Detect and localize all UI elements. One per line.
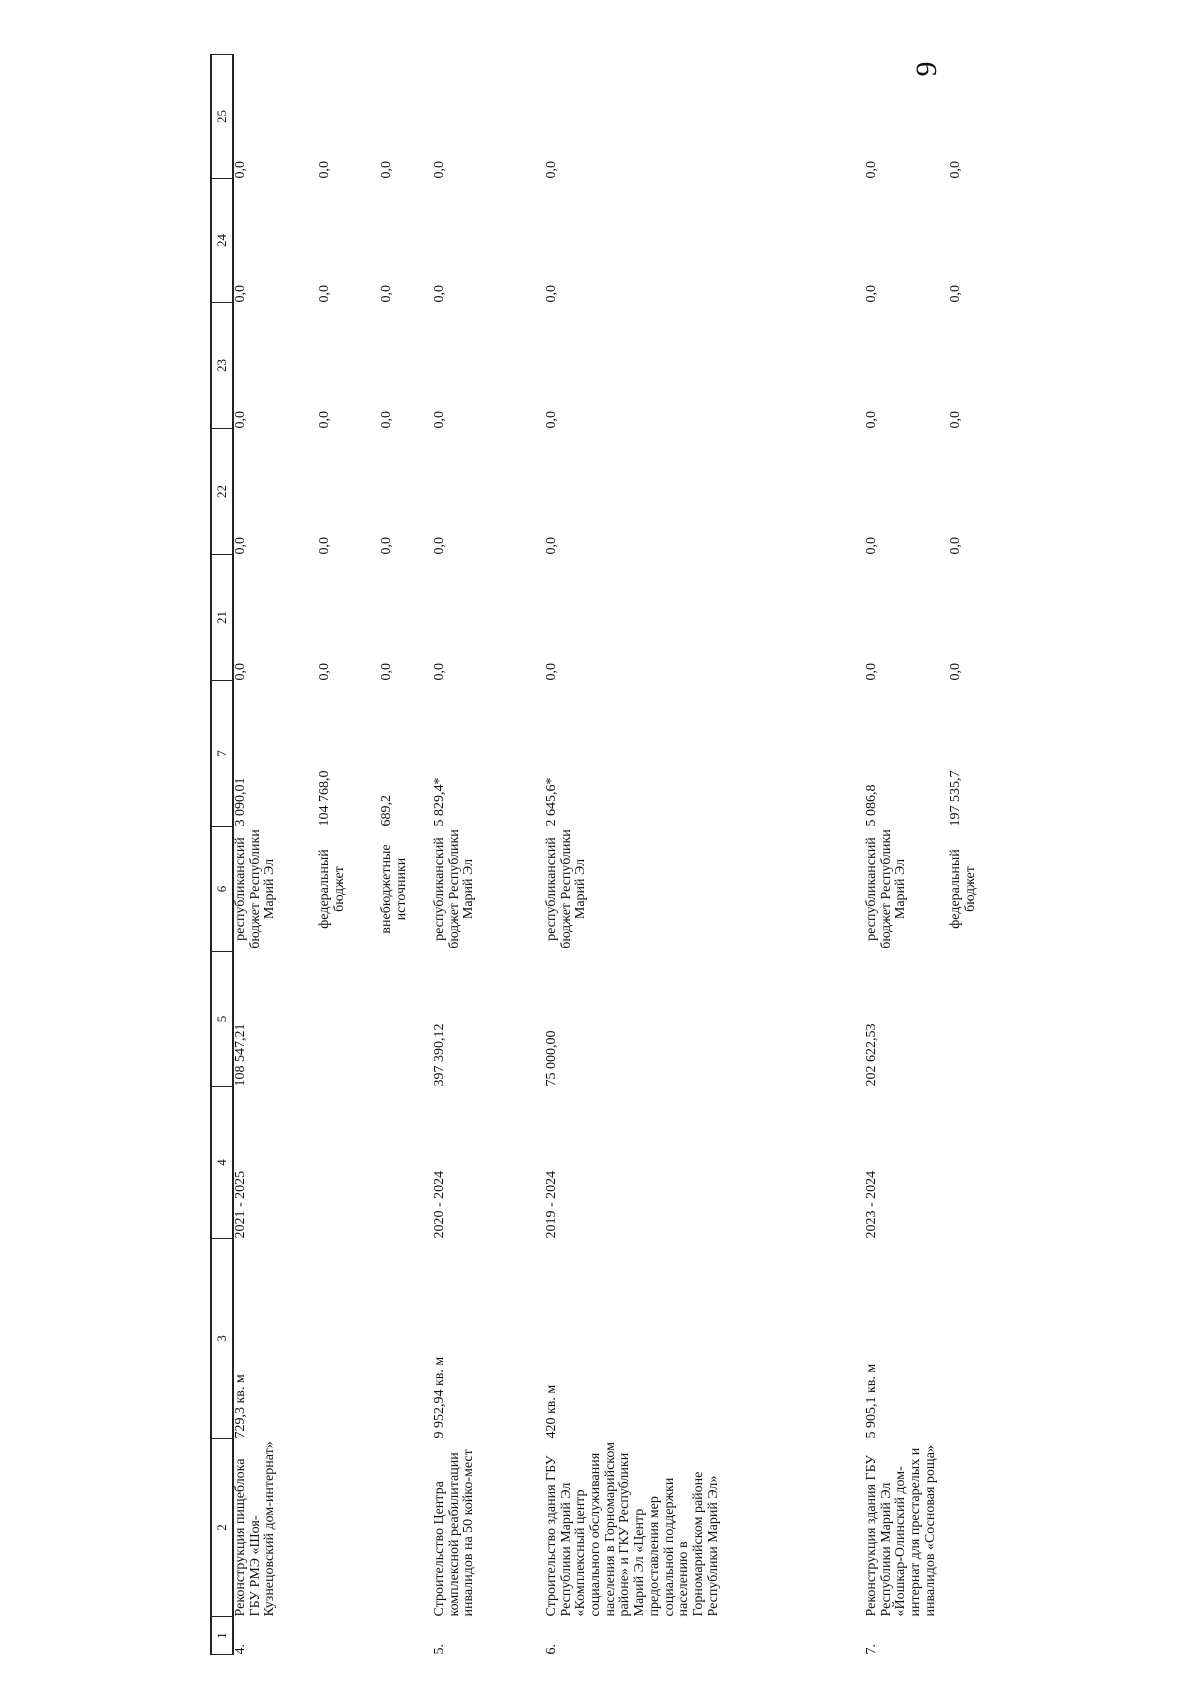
object-area: 729,3 кв. м (233, 1374, 248, 1439)
value-cell: 0,0 (948, 663, 963, 681)
value-cell: 0,0 (432, 285, 447, 303)
col-header: 4 (211, 1087, 233, 1239)
col-23-values (865, 303, 1065, 429)
object-name: Строительство Центра комплексной реабилитации инвалидов на 50 койко-мест (432, 1449, 477, 1617)
col-24-values (233, 179, 433, 303)
value-cell: 0,0 (233, 161, 248, 179)
col-21-values (233, 555, 433, 681)
col-header: 1 (211, 1617, 233, 1655)
col-25-values (865, 55, 1065, 179)
funding-source-label: республиканский бюджет Республики Марий Эл (544, 829, 589, 949)
object-name: Реконструкция пищеблока ГБУ РМЭ «Шоя-Кузнецовский дом-интернат» (233, 1441, 278, 1617)
value-cell: 0,0 (379, 411, 394, 429)
col-header: 5 (211, 952, 233, 1087)
object-period: 2023 - 2024 (864, 1170, 879, 1239)
value-cell: 0,0 (948, 285, 963, 303)
header-row (211, 55, 233, 1655)
value-cell: 197 535,7 (948, 770, 963, 827)
table-row (433, 55, 545, 1655)
value-cell: 0,0 (233, 411, 248, 429)
value-cell: 0,0 (379, 663, 394, 681)
col-header: 25 (211, 55, 233, 179)
object-cost: 397 390,12 (432, 1023, 447, 1087)
col-22-values (233, 429, 433, 555)
col-header: 21 (211, 555, 233, 681)
row-number: 6. (544, 1644, 559, 1655)
value-cell: 0,0 (233, 663, 248, 681)
value-cell: 0,0 (432, 537, 447, 555)
value-cell: 0,0 (544, 537, 559, 555)
value-cell: 2 645,6* (544, 777, 559, 827)
row-number: 5. (432, 1644, 447, 1655)
investment-table (210, 54, 1065, 1655)
row-number: 4. (233, 1644, 248, 1655)
value-cell: 0,0 (233, 537, 248, 555)
object-area: 9 952,94 кв. м (432, 1356, 447, 1439)
object-period: 2021 - 2025 (233, 1170, 248, 1239)
col-header: 3 (211, 1239, 233, 1439)
value-cell: 0,0 (544, 411, 559, 429)
table-row (545, 55, 865, 1655)
funding-sources (865, 827, 1065, 952)
value-cell: 0,0 (948, 161, 963, 179)
page-number: 9 (910, 61, 943, 77)
value-cell: 0,0 (432, 161, 447, 179)
value-cell: 0,0 (948, 411, 963, 429)
value-cell: 0,0 (864, 663, 879, 681)
col-header: 6 (211, 827, 233, 952)
value-cell: 0,0 (864, 411, 879, 429)
value-cell: 0,0 (864, 161, 879, 179)
value-cell: 0,0 (864, 537, 879, 555)
table-row (865, 55, 1065, 1655)
value-cell: 0,0 (379, 537, 394, 555)
col-22-values (865, 429, 1065, 555)
funding-source-label: федеральный бюджет (948, 849, 978, 929)
value-cell: 0,0 (544, 285, 559, 303)
funding-sources (233, 827, 433, 952)
table-row (233, 55, 433, 1655)
object-cost: 202 622,53 (864, 1023, 879, 1087)
value-cell: 0,0 (317, 411, 332, 429)
funding-source-label: республиканский бюджет Республики Марий Эл (233, 829, 278, 949)
col-23-values (233, 303, 433, 429)
col-7-values (865, 681, 1065, 827)
value-cell: 0,0 (317, 285, 332, 303)
value-cell: 689,2 (379, 795, 394, 827)
object-cost: 108 547,21 (233, 1023, 248, 1087)
object-period: 2020 - 2024 (432, 1170, 447, 1239)
col-header: 7 (211, 681, 233, 827)
value-cell: 0,0 (432, 663, 447, 681)
col-25-values (233, 55, 433, 179)
col-header: 2 (211, 1439, 233, 1617)
value-cell: 0,0 (233, 285, 248, 303)
funding-source-label: республиканский бюджет Республики Марий Эл (432, 829, 477, 949)
col-24-values (865, 179, 1065, 303)
value-cell: 0,0 (948, 537, 963, 555)
row-number: 7. (864, 1644, 879, 1655)
value-cell: 5 086,8 (864, 784, 879, 827)
value-cell: 0,0 (379, 161, 394, 179)
rotated-table-container (210, 55, 1200, 1655)
value-cell: 0,0 (317, 537, 332, 555)
value-cell: 104 768,0 (317, 770, 332, 827)
value-cell: 0,0 (544, 663, 559, 681)
object-name: Реконструкция здания ГБУ Республики Марий Эл «Йошкар-Олинский дом-интернат для престарелых и инвалидов «Сосновая роща» (864, 1445, 938, 1617)
value-cell: 3 090,01 (233, 777, 248, 827)
col-7-values (233, 681, 433, 827)
object-area: 420 кв. м (544, 1384, 559, 1439)
object-cost: 75 000,00 (544, 1030, 559, 1087)
funding-source-label: федеральный бюджет (317, 849, 347, 929)
object-area: 5 905,1 кв. м (864, 1363, 879, 1439)
value-cell: 0,0 (864, 285, 879, 303)
funding-source-label: внебюджетные источники (379, 844, 409, 934)
value-cell: 5 829,4* (432, 777, 447, 827)
funding-source-label: республиканский бюджет Республики Марий Эл (864, 829, 909, 949)
value-cell: 0,0 (544, 161, 559, 179)
value-cell: 0,0 (432, 411, 447, 429)
col-header: 23 (211, 303, 233, 429)
col-header: 22 (211, 429, 233, 555)
value-cell: 0,0 (317, 663, 332, 681)
object-period: 2019 - 2024 (544, 1170, 559, 1239)
col-21-values (865, 555, 1065, 681)
value-cell: 0,0 (379, 285, 394, 303)
col-header: 24 (211, 179, 233, 303)
value-cell: 0,0 (317, 161, 332, 179)
object-name: Строительство здания ГБУ Республики Марий Эл «Комплексный центр социального обслуживания населения в Горномарийском районе» и ГКУ Республики Марий Эл «Центр предоставления мер социальной поддержки населению в Горномарийском районе Республики Марий Эл» (544, 1442, 721, 1617)
